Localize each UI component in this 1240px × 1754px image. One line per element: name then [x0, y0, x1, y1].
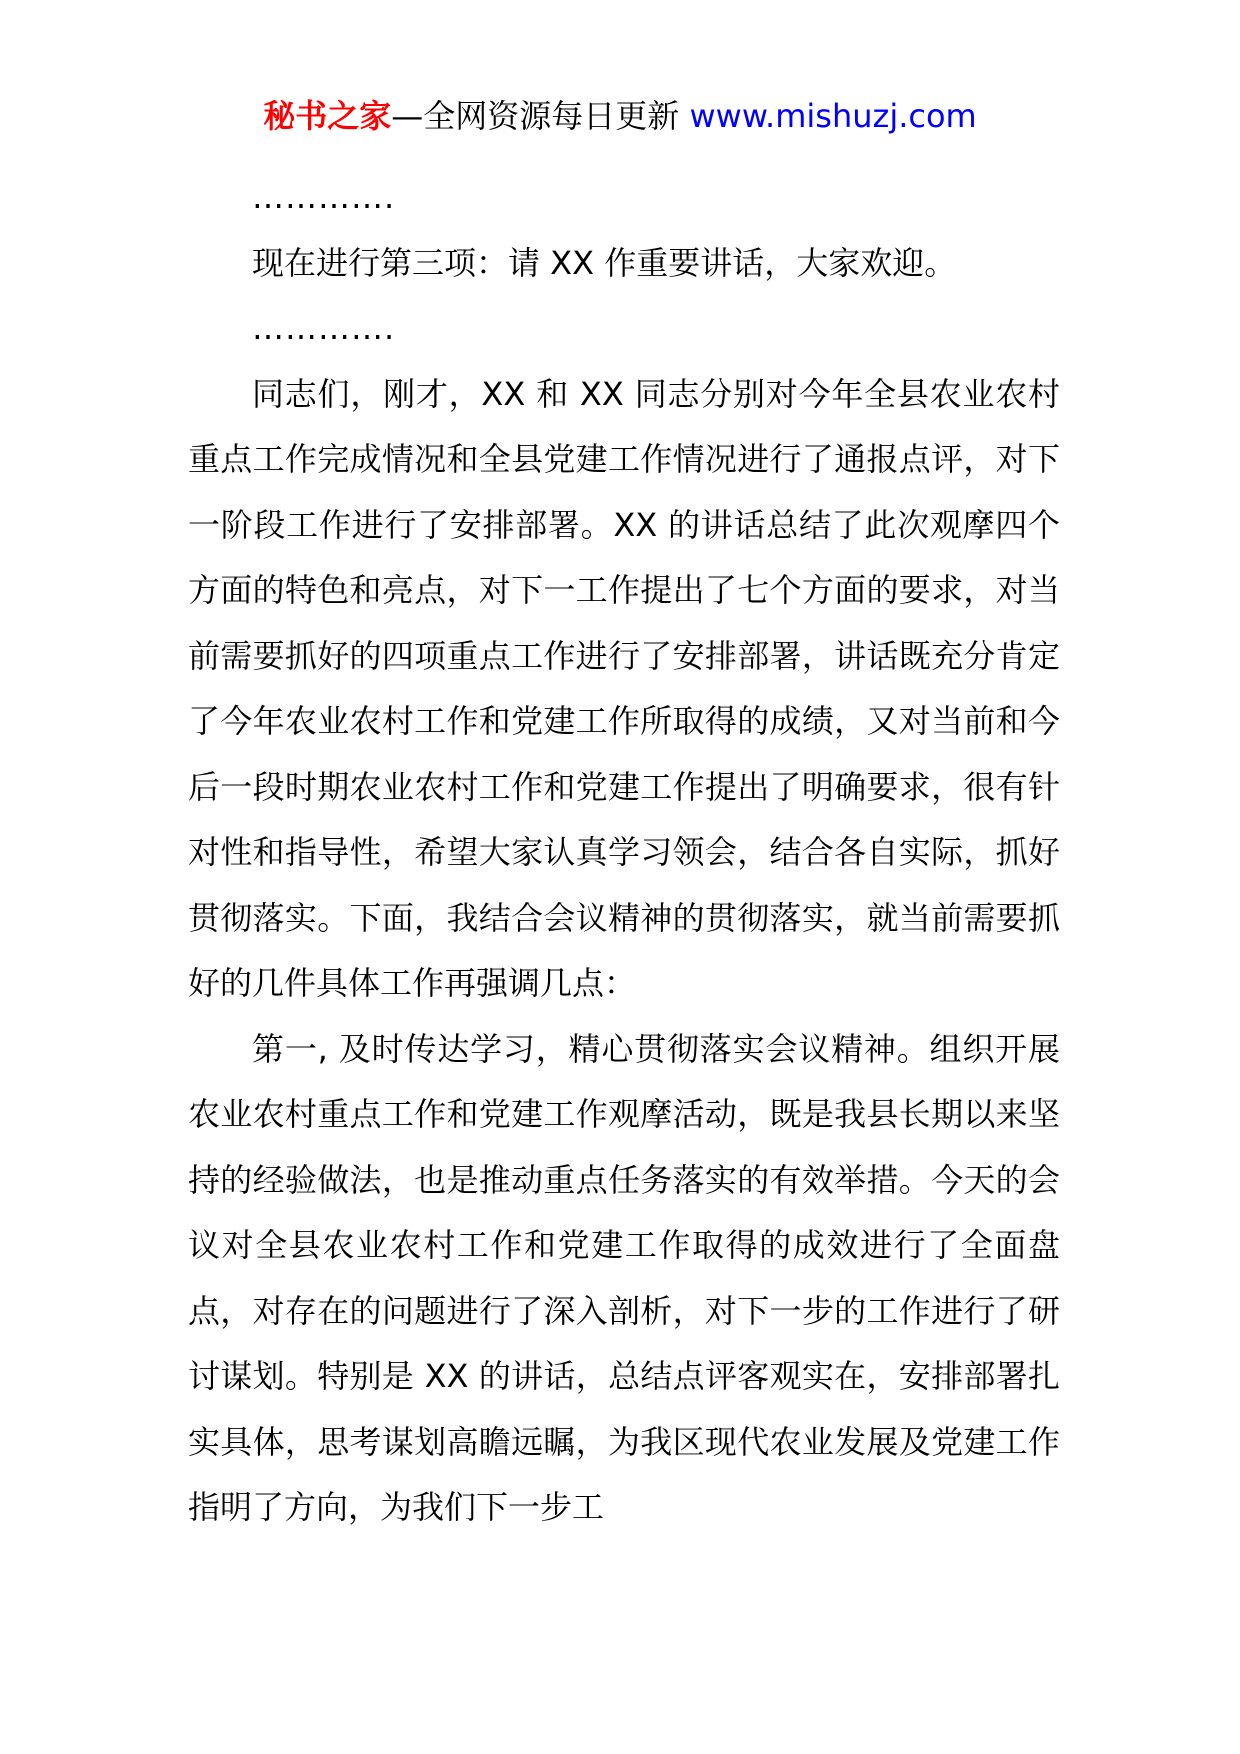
speech-point-one-paragraph: 第一, 及时传达学习，精心贯彻落实会议精神。组织开展农业农村重点工作和党建工作观摩活动，既是我县长期以来坚持的经验做法，也是推动重点任务落实的有效举措。今天的会议对全县农业农村工作和党建工作取得的成效进行了全面盘点，对存在的问题进行了深入剖析，对下一步的工作进行了研讨谋划。特别是 XX 的讲话，总结点评客观实在，安排部署扎实具体，思考谋划高瞻远瞩，为我区现代农业发展及党建工作指明了方向，为我们下一步工	[188, 1029, 1060, 1526]
site-slogan: —全网资源每日更新	[391, 97, 690, 135]
speech-intro-paragraph: 同志们，刚才，XX 和 XX 同志分别对今年全县农业农村重点工作完成情况和全县党建工作情况进行了通报点评，对下一阶段工作进行了安排部署。XX 的讲话总结了此次观摩四个方面的特色和亮点，对下一工作提出了七个方面的要求，对当前需要抓好的四项重点工作进行了安排部署，讲话既充分肯定了今年农业农村工作和党建工作所取得的成绩，又对当前和今后一段时期农业农村工作和党建工作提出了明确要求，很有针对性和指导性，希望大家认真学习领会，结合各自实际，抓好贯彻落实。下面，我结合会议精神的贯彻落实，就当前需要抓好的几件具体工作再强调几点：	[188, 374, 1060, 1002]
ellipsis-line: ………….	[252, 309, 396, 347]
site-brand: 秘书之家	[263, 97, 392, 135]
ellipsis-line: ………….	[252, 178, 396, 216]
site-header	[0, 96, 1240, 136]
agenda-item-paragraph: 现在进行第三项：请 XX 作重要讲话，大家欢迎。	[252, 243, 957, 282]
site-url-link[interactable]: www.mishuzj.com	[689, 97, 977, 135]
document-body	[188, 165, 1060, 1541]
